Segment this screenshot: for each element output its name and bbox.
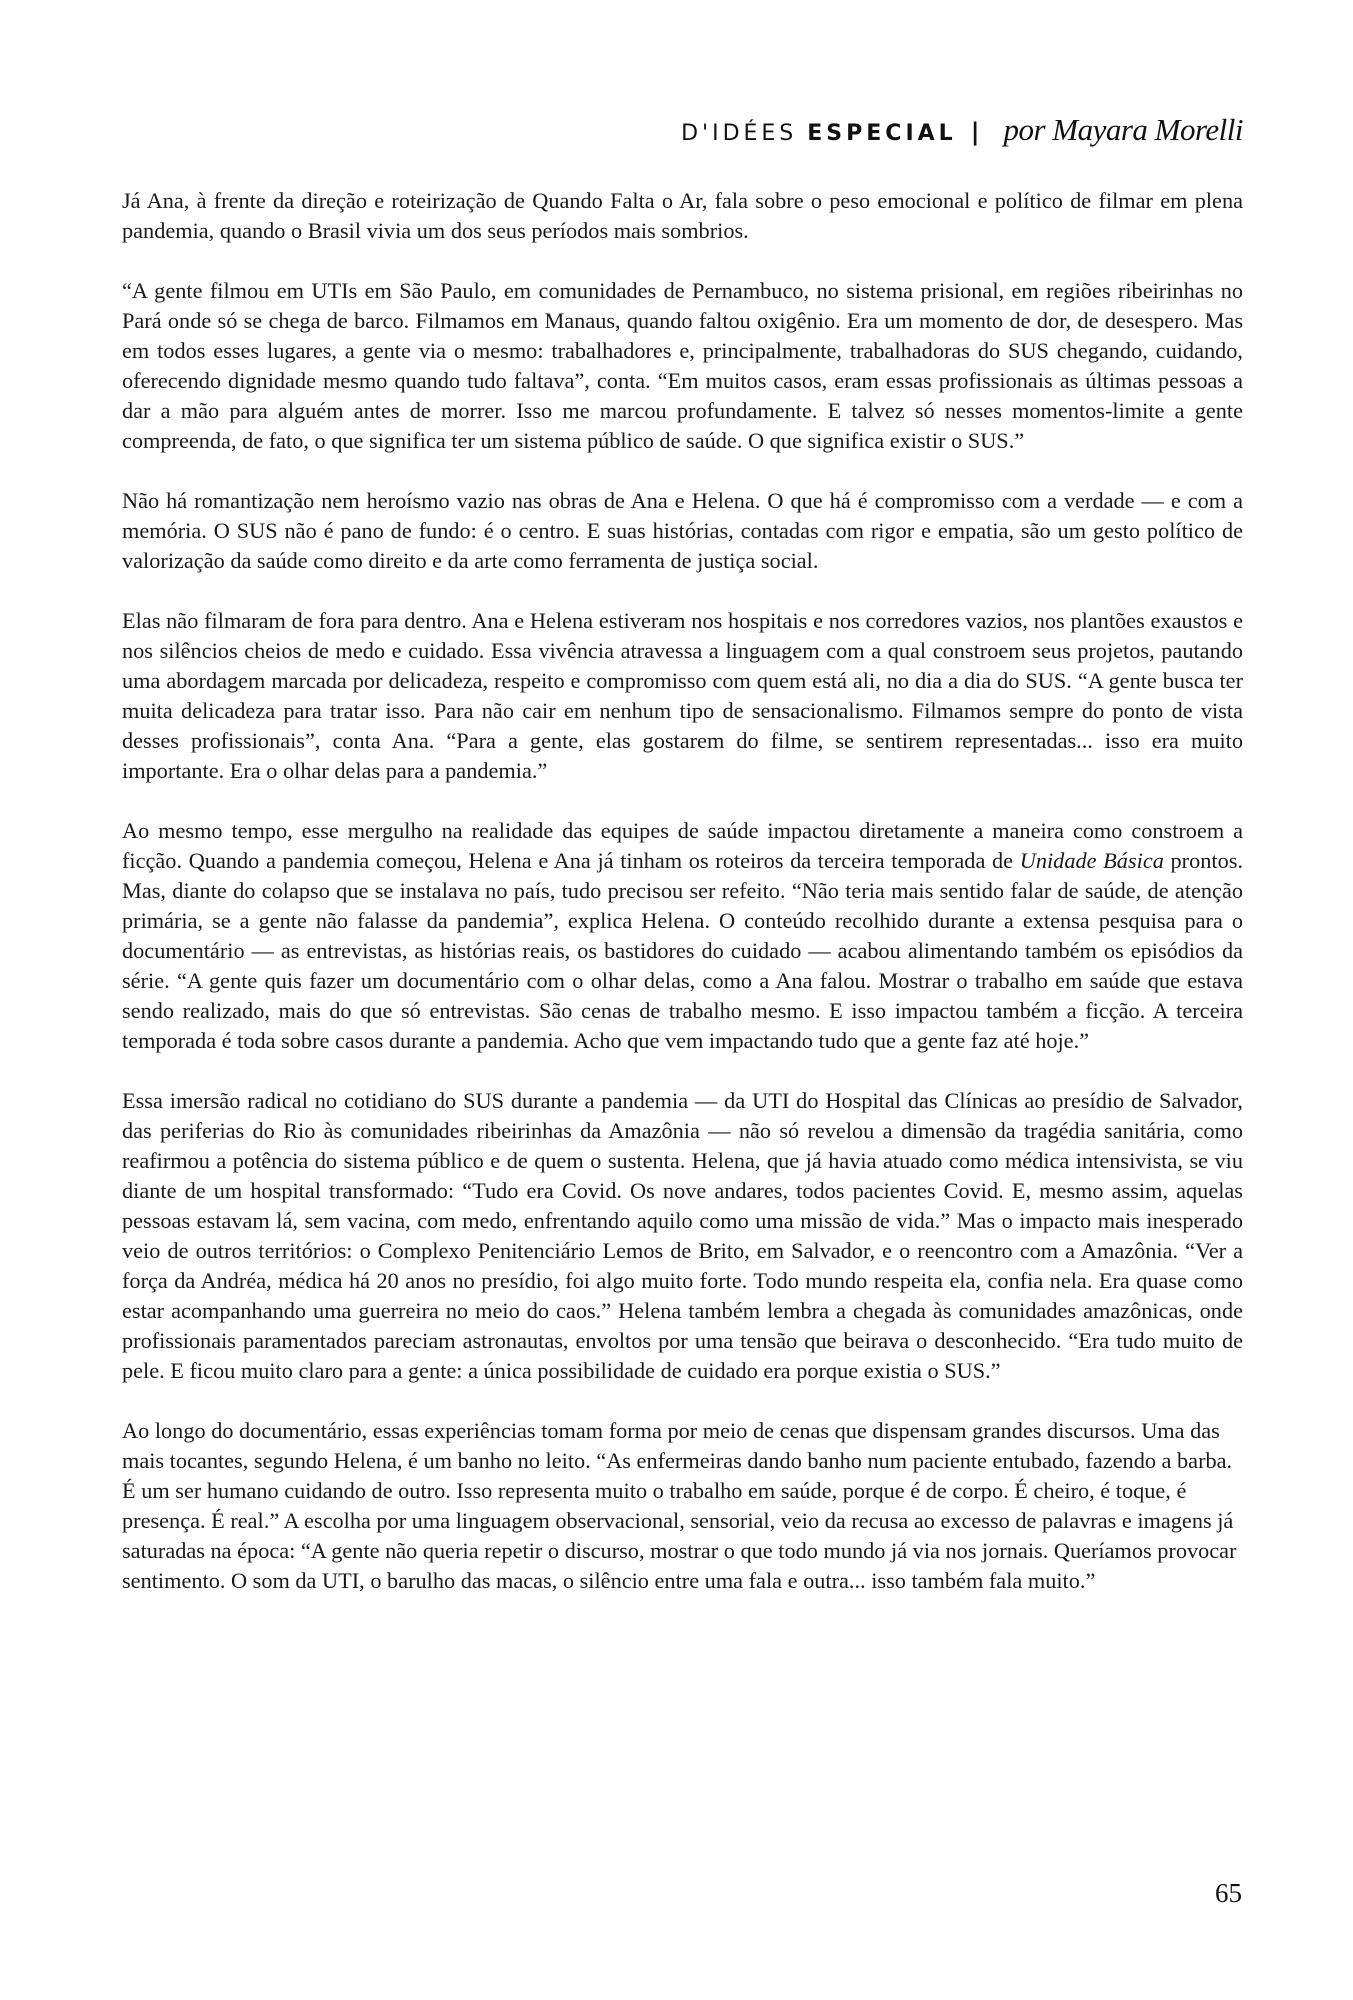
paragraph-text: Ao mesmo tempo, esse mergulho na realidade das equipes de saúde impactou diretamente a maneira como constroem a ficção. Quando a pandemia começou, Helena e Ana já tinham os roteiros da terceira temporada de (122, 818, 1243, 873)
paragraph-commitment: Não há romantização nem heroísmo vazio nas obras de Ana e Helena. O que há é compromisso com a verdade — e com a memória. O SUS não é pano de fundo: é o centro. E suas histórias, contadas com rigor e empatia, são um gesto político de valorização da saúde como direito e da arte como ferramenta de justiça social. (122, 488, 1243, 573)
paragraph-fiction-impact (122, 816, 1243, 1056)
magazine-brand: D'IDÉES (681, 121, 798, 146)
byline: por Mayara Morelli (1003, 112, 1243, 147)
page-number: 65 (1215, 1878, 1242, 1908)
paragraph-quote-ana: “A gente filmou em UTIs em São Paulo, em comunidades de Pernambuco, no sistema prisional, em regiões ribeirinhas no Pará onde só se chega de barco. Filmamos em Manaus, quando faltou oxigênio. Era um momento de dor, de desespero. Mas em todos esses lugares, a gente via o mesmo: trabalhadores e, principalmente, trabalhadoras do SUS chegando, cuidando, oferecendo dignidade mesmo quando tudo faltava”, conta. “Em muitos casos, eram essas profissionais as últimas pessoas a dar a mão para alguém antes de morrer. Isso me marcou profundamente. E talvez só nesses momentos-limite a gente compreenda, de fato, o que significa ter um sistema público de saúde. O que significa existir o SUS.” (122, 278, 1243, 453)
paragraph-text: prontos. Mas, diante do colapso que se instalava no país, tudo precisou ser refeito. “Não teria mais sentido falar de saúde, de atenção primária, se a gente não falasse da pandemia”, explica Helena. O conteúdo recolhido durante a extensa pesquisa para o documentário — as entrevistas, as histórias reais, os bastidores do cuidado — acabou alimentando também os episódios da série. “A gente quis fazer um documentário com o olhar delas, como a Ana falou. Mostrar o trabalho em saúde que estava sendo realizado, mais do que só entrevistas. São cenas de trabalho mesmo. E isso impactou também a ficção. A terceira temporada é toda sobre casos durante a pandemia. Acho que vem impactando tudo que a gente faz até hoje.” (122, 848, 1244, 1053)
running-header (681, 112, 1243, 148)
paragraph-intro: Já Ana, à frente da direção e roteirização de Quando Falta o Ar, fala sobre o peso emocional e político de filmar em plena pandemia, quando o Brasil vivia um dos seus períodos mais sombrios. (122, 188, 1243, 243)
paragraph-immersion: Essa imersão radical no cotidiano do SUS durante a pandemia — da UTI do Hospital das Clínicas ao presídio de Salvador, das periferias do Rio às comunidades ribeirinhas da Amazônia — não só revelou a dimensão da tragédia sanitária, como reafirmou a potência do sistema público e de quem o sustenta. Helena, que já havia atuado como médica intensivista, se viu diante de um hospital transformado: “Tudo era Covid. Os nove andares, todos pacientes Covid. E, mesmo assim, aquelas pessoas estavam lá, sem vacina, com medo, enfrentando aquilo como uma missão de vida.” Mas o impacto mais inesperado veio de outros territórios: o Complexo Penitenciário Lemos de Brito, em Salvador, e o reencontro com a Amazônia. “Ver a força da Andréa, médica há 20 anos no presídio, foi algo muito forte. Todo mundo respeita ela, confia nela. Era quase como estar acompanhando uma guerreira no meio do caos.” Helena também lembra a chegada às comunidades amazônicas, onde profissionais paramentados pareciam astronautas, envoltos por uma tensão que beirava o desconhecido. “Era tudo muito de pele. E ficou muito claro para a gente: a única possibilidade de cuidado era porque existia o SUS.” (122, 1088, 1243, 1383)
article-body (122, 186, 1243, 1596)
paragraph-filming-inside: Elas não filmaram de fora para dentro. Ana e Helena estiveram nos hospitais e nos corredores vazios, nos plantões exaustos e nos silêncios cheios de medo e cuidado. Essa vivência atravessa a linguagem com a qual constroem seus projetos, pautando uma abordagem marcada por delicadeza, respeito e compromisso com quem está ali, no dia a dia do SUS. “A gente busca ter muita delicadeza para tratar isso. Para não cair em nenhum tipo de sensacionalismo. Filmamos sempre do ponto de vista desses profissionais”, conta Ana. “Para a gente, elas gostarem do filme, se sentirem representadas... isso era muito importante. Era o olhar delas para a pandemia.” (122, 608, 1243, 783)
paragraph-documentary-scenes: Ao longo do documentário, essas experiências tomam forma por meio de cenas que dispensam grandes discursos. Uma das mais tocantes, segundo Helena, é um banho no leito. “As enfermeiras dando banho num paciente entubado, fazendo a barba. É um ser humano cuidando de outro. Isso representa muito o trabalho em saúde, porque é de corpo. É cheiro, é toque, é presença. É real.” A escolha por uma linguagem observacional, sensorial, veio da recusa ao excesso de palavras e imagens já saturadas na época: “A gente não queria repetir o discurso, mostrar o que todo mundo já via nos jornais. Queríamos provocar sentimento. O som da UTI, o barulho das macas, o silêncio entre uma fala e outra... isso também fala muito.” (122, 1418, 1237, 1593)
series-title: Unidade Básica (1019, 848, 1164, 873)
header-separator: | (970, 118, 980, 146)
section-label: ESPECIAL (807, 121, 957, 146)
